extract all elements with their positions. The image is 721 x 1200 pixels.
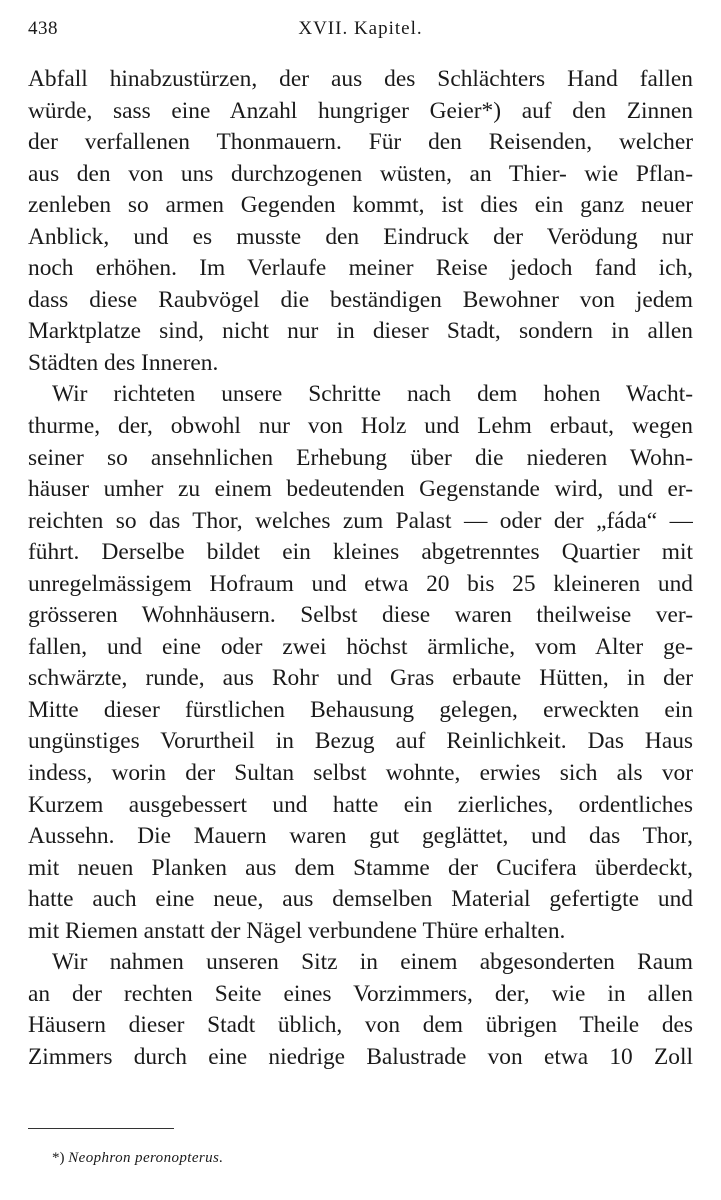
footnote-text: Neophron peronopterus.	[68, 1150, 224, 1166]
footnote-divider	[28, 1128, 174, 1129]
text-line: thurme, der, obwohl nur von Holz und Lehm erbaut, wegen	[28, 413, 693, 440]
text-line: Häusern dieser Stadt üblich, von dem übrigen Theile des	[28, 1012, 693, 1039]
text-line: Abfall hinabzustürzen, der aus des Schlächters Hand fallen	[28, 66, 693, 92]
text-line: mit Riemen anstatt der Nägel verbundene Thüre erhalten.	[28, 917, 566, 944]
text-line: zenleben so armen Gegenden kommt, ist dies ein ganz neuer	[28, 192, 693, 219]
text-line: Aussehn. Die Mauern waren gut geglättet, und das Thor,	[28, 823, 693, 850]
body-text	[28, 64, 693, 1074]
text-line: führt. Derselbe bildet ein kleines abgetrenntes Quartier mit	[28, 539, 693, 566]
text-line: schwärzte, runde, aus Rohr und Gras erbaute Hütten, in der	[28, 665, 693, 692]
running-head: XVII. Kapitel.	[298, 18, 423, 39]
page-number: 438	[28, 18, 58, 39]
text-line: indess, worin der Sultan selbst wohnte, erwies sich als vor	[28, 760, 693, 787]
text-line: Zimmers durch eine niedrige Balustrade von etwa 10 Zoll	[28, 1043, 693, 1070]
text-line: ungünstiges Vorurtheil in Bezug auf Reinlichkeit. Das Haus	[28, 728, 693, 755]
text-line: Wir nahmen unseren Sitz in einem abgesonderten Raum	[52, 949, 693, 976]
text-line: fallen, und eine oder zwei höchst ärmliche, vom Alter ge-	[28, 633, 693, 660]
text-line: an der rechten Seite eines Vorzimmers, der, wie in allen	[28, 980, 693, 1007]
text-line: mit neuen Planken aus dem Stamme der Cucifera überdeckt,	[28, 854, 693, 881]
text-line: Kurzem ausgebessert und hatte ein zierliches, ordentliches	[28, 791, 693, 818]
text-line: seiner so ansehnlichen Erhebung über die niederen Wohn-	[28, 444, 693, 471]
text-line: unregelmässigem Hofraum und etwa 20 bis 25 kleineren und	[28, 570, 693, 597]
text-line: der verfallenen Thonmauern. Für den Reisenden, welcher	[28, 129, 693, 156]
page-header	[28, 18, 693, 48]
text-line: Marktplatze sind, nicht nur in dieser Stadt, sondern in allen	[28, 318, 693, 345]
text-line: Wir richteten unsere Schritte nach dem hohen Wacht-	[52, 381, 693, 408]
text-line: Mitte dieser fürstlichen Behausung gelegen, erweckten ein	[28, 696, 693, 723]
text-line: grösseren Wohnhäusern. Selbst diese waren theilweise ver-	[28, 602, 693, 629]
text-line: würde, sass eine Anzahl hungriger Geier*) auf den Zinnen	[28, 97, 693, 124]
footnote-marker: *)	[52, 1150, 65, 1166]
text-line: dass diese Raubvögel die beständigen Bewohner von jedem	[28, 286, 693, 313]
text-line: noch erhöhen. Im Verlaufe meiner Reise jedoch fand ich,	[28, 255, 693, 282]
text-line: Anblick, und es musste den Eindruck der Verödung nur	[28, 223, 693, 250]
text-line: Städten des Inneren.	[28, 349, 219, 376]
text-line: hatte auch eine neue, aus demselben Material gefertigte und	[28, 886, 693, 913]
text-line: häuser umher zu einem bedeutenden Gegenstande wird, und er-	[28, 476, 693, 503]
text-line: aus den von uns durchzogenen wüsten, an Thier- wie Pflan-	[28, 160, 693, 187]
text-line: reichten so das Thor, welches zum Palast — oder der „fáda“ —	[28, 507, 693, 534]
footnote	[52, 1150, 223, 1167]
